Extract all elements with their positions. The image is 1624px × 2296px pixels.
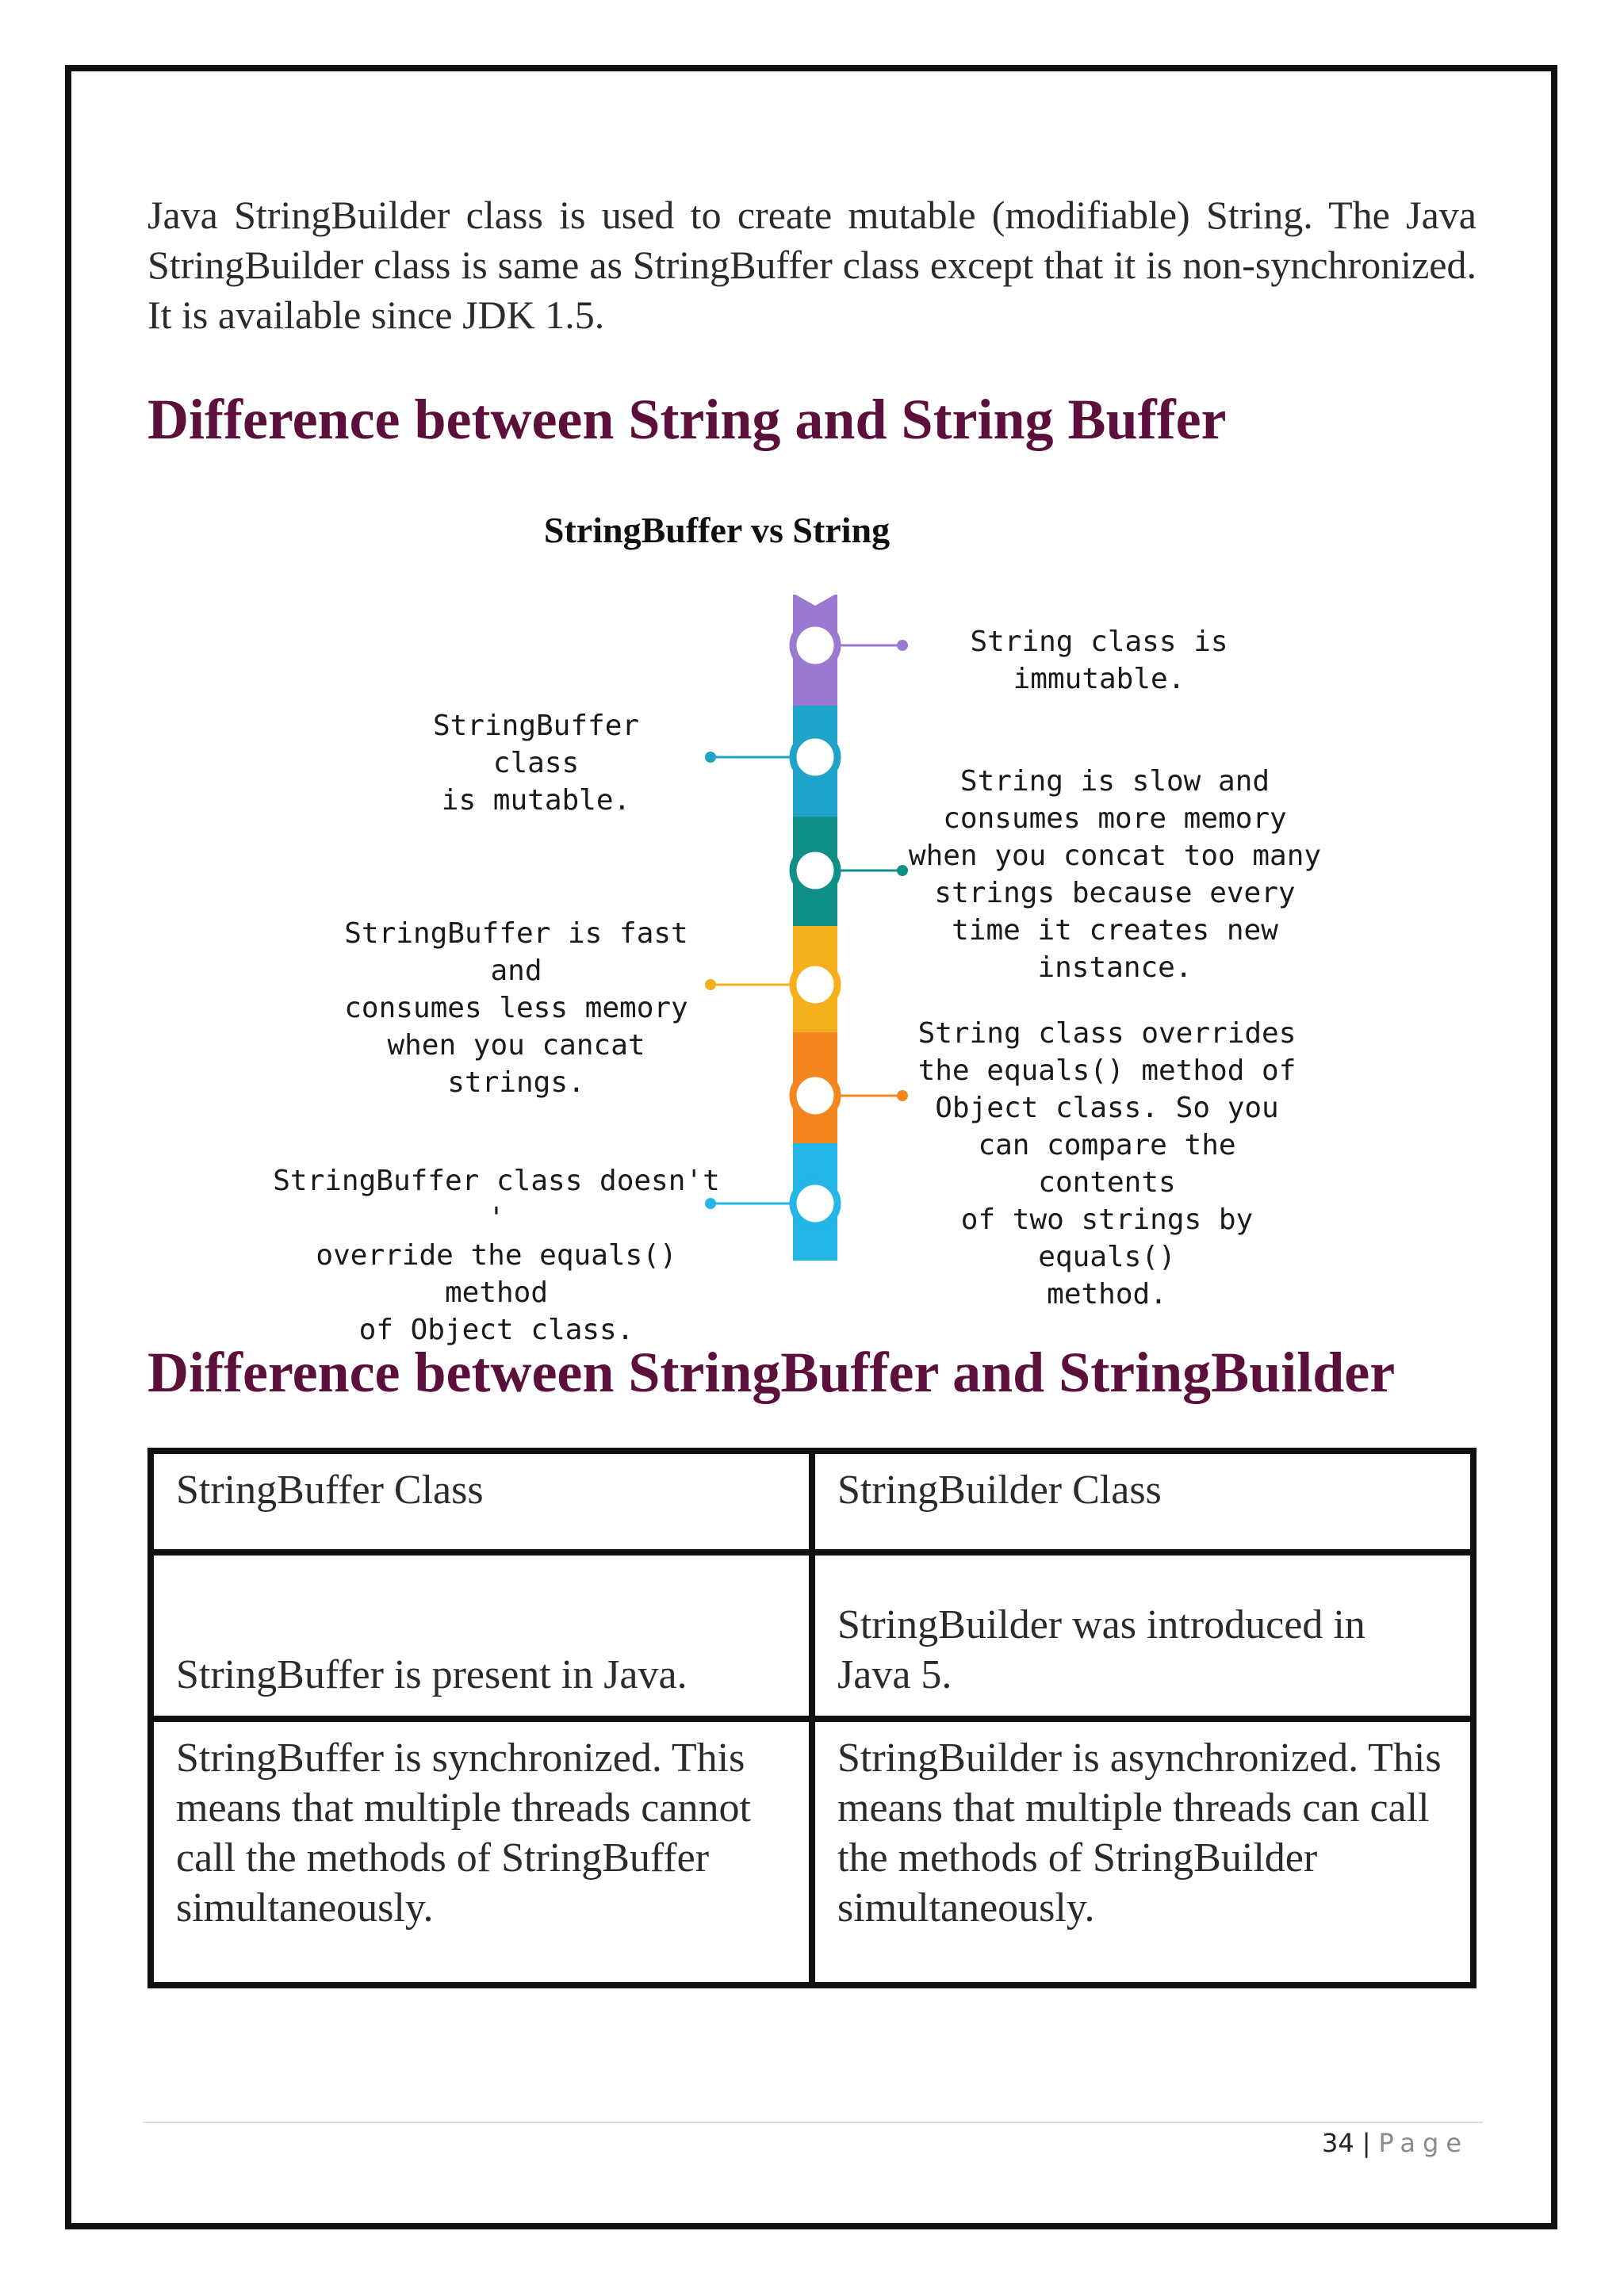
table-row	[151, 1552, 1473, 1719]
page-footer	[1322, 2128, 1469, 2158]
note-stringbuffer-mutable: StringBuffer class is mutable.	[432, 710, 640, 817]
footer-rule	[143, 2122, 1483, 2123]
intro-paragraph: Java StringBuilder class is used to create mutable (modifiable) String. The Java StringBuilder class is same as StringBuffer class except that it is non-synchronized. It is available since JDK 1.5.	[147, 193, 1477, 337]
table-header-cell: StringBuffer Class	[151, 1451, 812, 1552]
note-string-slow: String is slow and consumes more memory when you concat too many strings because every time it creates new instance.	[908, 765, 1322, 984]
note-string-overrides-equals: String class overrides the equals() method of Object class. So you can compare the contents of two strings by equals() method.	[917, 1017, 1297, 1311]
timeline-marker-5	[793, 1073, 837, 1118]
table-cell: StringBuffer is present in Java.	[151, 1552, 812, 1719]
connector-dot-right-3	[897, 1090, 908, 1101]
timeline-marker-4	[793, 962, 837, 1007]
timeline-marker-6	[793, 1181, 837, 1226]
table-cell: StringBuilder is asynchronized. This means that multiple threads can call the methods of StringBuilder simultaneously.	[812, 1719, 1473, 1985]
comparison-table	[147, 1448, 1477, 1988]
note-string-immutable: String class is immutable.	[970, 626, 1228, 695]
section-heading-string-vs-stringbuffer: Difference between String and String Buffer	[147, 388, 1227, 451]
page-label: Page	[1378, 2128, 1469, 2158]
table-header-cell: StringBuilder Class	[812, 1451, 1473, 1552]
stringbuffer-vs-string-figure	[147, 476, 1477, 1346]
connector-dot-left-1	[705, 752, 716, 763]
timeline-marker-2	[793, 735, 837, 779]
timeline-marker-3	[793, 848, 837, 893]
page-number: 34	[1322, 2128, 1354, 2158]
table-cell: StringBuilder was introduced in Java 5.	[812, 1552, 1473, 1719]
note-stringbuffer-no-equals: StringBuffer class doesn't ' override the equals() method of Object class.	[273, 1165, 720, 1346]
timeline-marker-1	[793, 623, 837, 668]
figure-title: StringBuffer vs String	[543, 510, 891, 550]
connector-dot-right-1	[897, 640, 908, 651]
section-heading-stringbuffer-vs-stringbuilder: Difference between StringBuffer and StringBuilder	[147, 1341, 1396, 1404]
note-stringbuffer-fast: StringBuffer is fast and consumes less memory when you cancat strings.	[344, 917, 688, 1099]
table-cell: StringBuffer is synchronized. This means that multiple threads cannot call the methods of StringBuffer simultaneously.	[151, 1719, 812, 1985]
footer-separator: |	[1362, 2128, 1371, 2158]
table-header-row	[151, 1451, 1473, 1552]
table-row	[151, 1719, 1473, 1985]
